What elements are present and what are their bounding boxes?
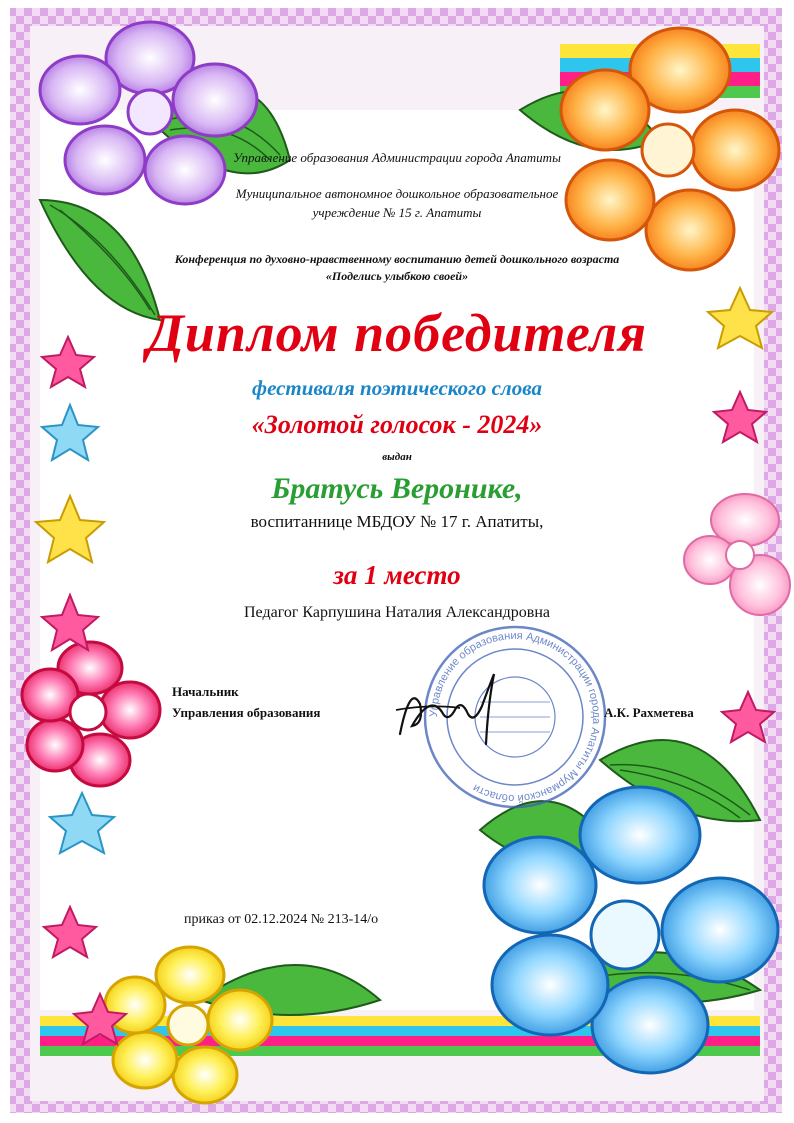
signer-name: А.К. Рахметева (604, 705, 694, 720)
festival-name: «Золотой голосок - 2024» (251, 410, 543, 439)
org-line-1: Управление образования Администрации города Апатиты (233, 150, 561, 165)
handwritten-signature (390, 664, 510, 754)
recipient-institution: воспитаннице МБДОУ № 17 г. Апатиты, (250, 512, 544, 531)
festival-line: фестиваля поэтического слова (252, 376, 542, 400)
conference-line-1: Конференция по духовно-нравственному воспитанию детей дошкольного возраста (174, 252, 620, 266)
conference-title (0, 251, 794, 285)
recipient-name: Братусь Веронике, (271, 472, 523, 505)
org-line-2a: Муниципальное автономное дошкольное образовательное (235, 186, 559, 201)
issued-label: выдан (382, 451, 412, 463)
org-line-2 (0, 184, 794, 222)
stamp-text: Управление образования Администрации города Апатиты Мурманской области (427, 629, 603, 805)
teacher-name: Педагог Карпушина Наталия Александровна (244, 604, 550, 621)
conference-line-2: «Поделись улыбкою своей» (325, 269, 469, 283)
signer-position-line-1: Начальник (172, 684, 239, 699)
order-reference: приказ от 02.12.2024 № 213-14/о (184, 912, 379, 927)
diploma-title: Диплом победителя (147, 303, 647, 363)
org-line-2b: учреждение № 15 г. Апатиты (312, 205, 482, 220)
signer-position-line-2: Управления образования (172, 705, 321, 720)
place-awarded: за 1 место (333, 560, 461, 590)
